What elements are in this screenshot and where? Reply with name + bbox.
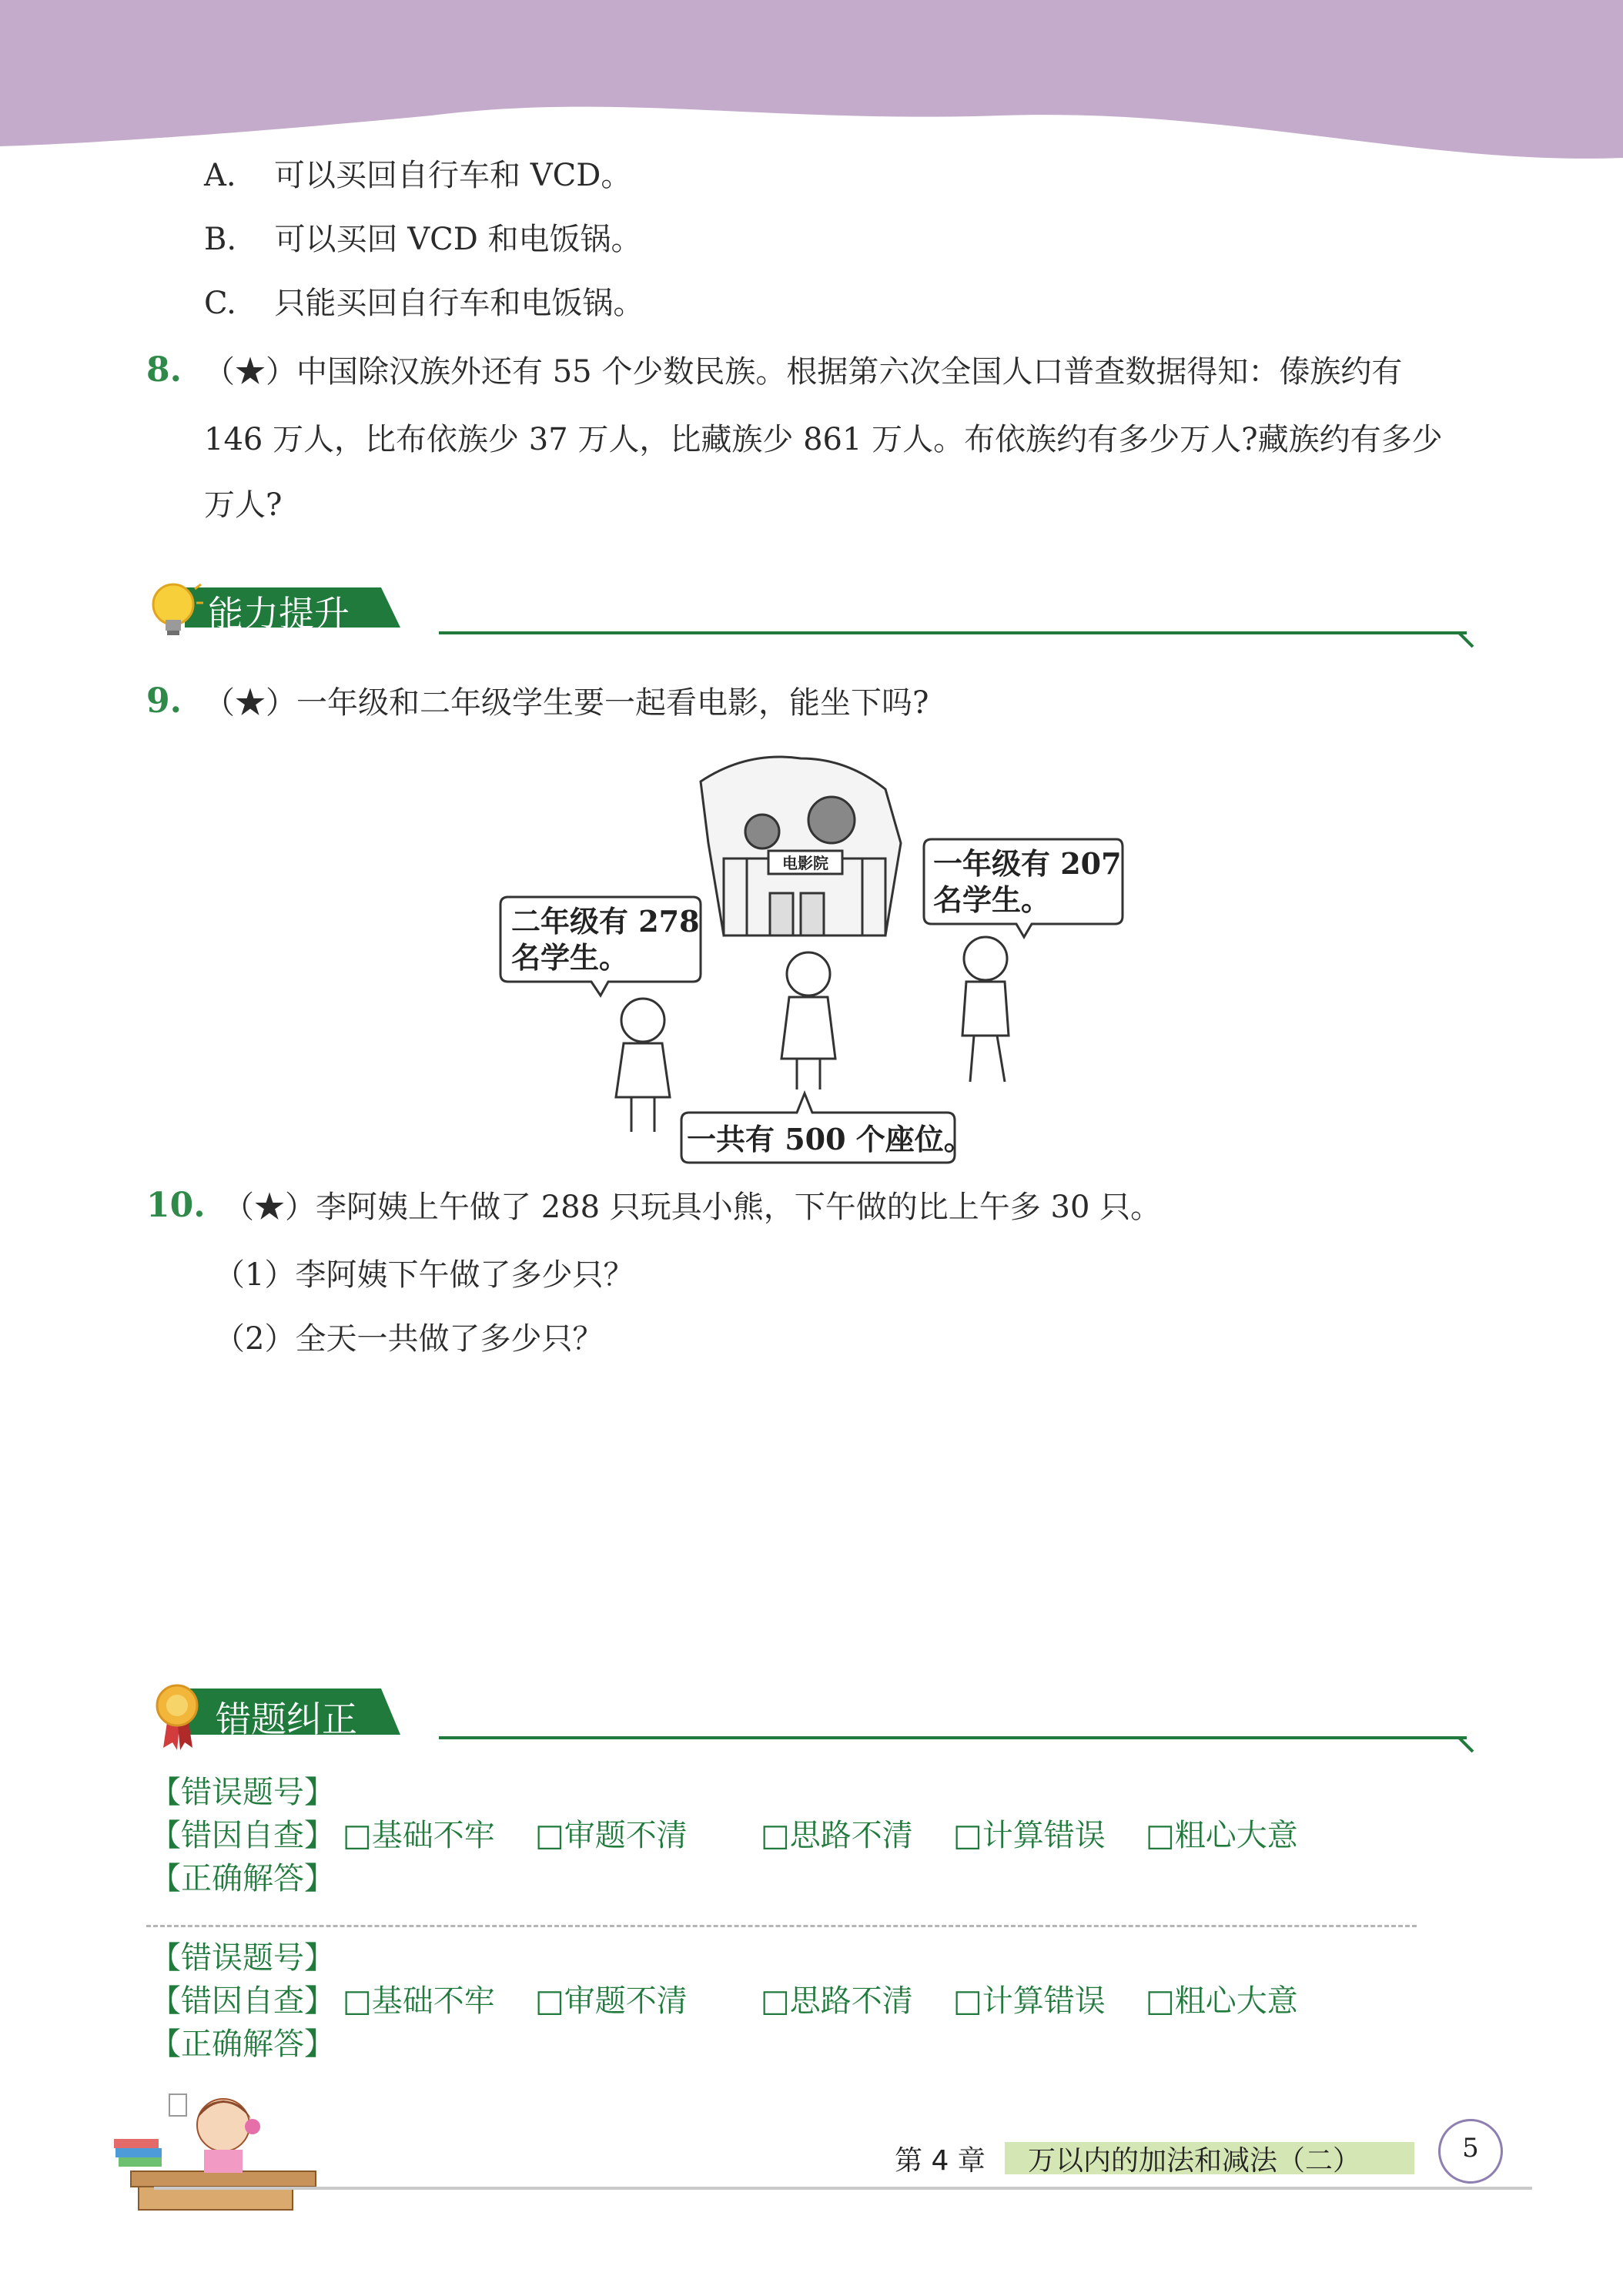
option-a-label: A. bbox=[204, 158, 236, 193]
question-10-line bbox=[223, 1186, 1161, 1229]
question-9-text: 一年级和二年级学生要一起看电影，能坐下吗? bbox=[296, 685, 929, 721]
option-a-text: 可以买回自行车和 VCD。 bbox=[274, 158, 632, 193]
question-10-text: 李阿姨上午做了 288 只玩具小熊，下午做的比上午多 30 只。 bbox=[316, 1190, 1162, 1225]
question-8-line2: 146 万人，比布依族少 37 万人，比藏族少 861 万人。布依族约有多少万人?藏族约有多少 bbox=[204, 422, 1443, 457]
question-9-line bbox=[204, 681, 929, 725]
bubble-left-line1: 二年级有 278 bbox=[511, 904, 700, 939]
footer-line bbox=[154, 2187, 1532, 2190]
correction-1-answer-label: 【正确解答】 bbox=[150, 1861, 335, 1896]
student-desk-illustration bbox=[108, 2063, 323, 2217]
section-ability-banner bbox=[150, 581, 1478, 654]
correction-1-option-1[interactable]: □基础不牢 bbox=[343, 1818, 495, 1853]
question-10-number: 10. bbox=[146, 1186, 206, 1225]
question-9-star: （★） bbox=[204, 685, 296, 721]
question-10-sub1: （1）李阿姨下午做了多少只？ bbox=[214, 1257, 634, 1293]
footer-title: 万以内的加法和减法（二） bbox=[1028, 2145, 1361, 2177]
question-8-star: （★） bbox=[204, 354, 296, 390]
cinema-sign: 电影院 bbox=[782, 854, 828, 872]
correction-2-reason-label: 【错因自查】 bbox=[150, 1983, 335, 2019]
option-c-text: 只能买回自行车和电饭锅。 bbox=[274, 286, 644, 321]
correction-1-option-3[interactable]: □思路不清 bbox=[761, 1818, 913, 1853]
option-b-label: B. bbox=[204, 222, 237, 257]
bubble-right-line2: 名学生。 bbox=[933, 882, 1051, 917]
question-8-line1 bbox=[204, 350, 1402, 393]
question-8-line3: 万人? bbox=[204, 487, 283, 523]
option-b-text: 可以买回 VCD 和电饭锅。 bbox=[274, 222, 642, 257]
lightbulb-icon bbox=[150, 581, 204, 643]
cinema-building bbox=[701, 757, 901, 935]
correction-2-option-1[interactable]: □基础不牢 bbox=[343, 1983, 495, 2019]
correction-2-answer-label: 【正确解答】 bbox=[150, 2027, 335, 2062]
section-ability-title: 能力提升 bbox=[208, 593, 350, 634]
option-a bbox=[204, 154, 631, 197]
question-10-star: （★） bbox=[223, 1190, 316, 1225]
correction-1-option-2[interactable]: □审题不清 bbox=[535, 1818, 688, 1853]
header-wave bbox=[0, 0, 1623, 169]
question-10-sub2: （2）全天一共做了多少只？ bbox=[214, 1321, 604, 1357]
option-c bbox=[204, 282, 644, 325]
question-9-number: 9. bbox=[146, 681, 182, 721]
bubble-right-line1: 一年级有 207 bbox=[933, 846, 1122, 881]
correction-2-option-2[interactable]: □审题不清 bbox=[535, 1983, 688, 2019]
question-8-number: 8. bbox=[146, 350, 182, 390]
bubble-left-line2: 名学生。 bbox=[511, 940, 629, 975]
girl-middle-figure bbox=[781, 952, 835, 1089]
medal-icon bbox=[154, 1682, 200, 1752]
correction-2-number-label: 【错误题号】 bbox=[150, 1940, 335, 1976]
correction-1-reason-label: 【错因自查】 bbox=[150, 1818, 335, 1853]
girl-left-figure bbox=[616, 999, 670, 1132]
correction-2-option-4[interactable]: □计算错误 bbox=[953, 1983, 1106, 2019]
option-b bbox=[204, 218, 642, 261]
question-8-text-line1: 中国除汉族外还有 55 个少数民族。根据第六次全国人口普查数据得知：傣族约有 bbox=[296, 354, 1403, 390]
correction-divider bbox=[146, 1925, 1417, 1927]
bubble-bottom-text: 一共有 500 个座位。 bbox=[687, 1122, 973, 1156]
correction-1-option-4[interactable]: □计算错误 bbox=[953, 1818, 1106, 1853]
correction-1-number-label: 【错误题号】 bbox=[150, 1775, 335, 1810]
correction-2-option-5[interactable]: □粗心大意 bbox=[1146, 1983, 1298, 2019]
correction-1-option-5[interactable]: □粗心大意 bbox=[1146, 1818, 1298, 1853]
section-correction-title: 错题纠正 bbox=[216, 1699, 357, 1740]
page-number: 5 bbox=[1462, 2133, 1479, 2164]
option-c-label: C. bbox=[204, 286, 236, 321]
boy-right-figure bbox=[962, 937, 1009, 1082]
correction-2-option-3[interactable]: □思路不清 bbox=[761, 1983, 913, 2019]
footer-chapter: 第 4 章 bbox=[895, 2145, 986, 2177]
cinema-illustration bbox=[493, 751, 1124, 1166]
section-correction-banner bbox=[150, 1682, 1478, 1755]
